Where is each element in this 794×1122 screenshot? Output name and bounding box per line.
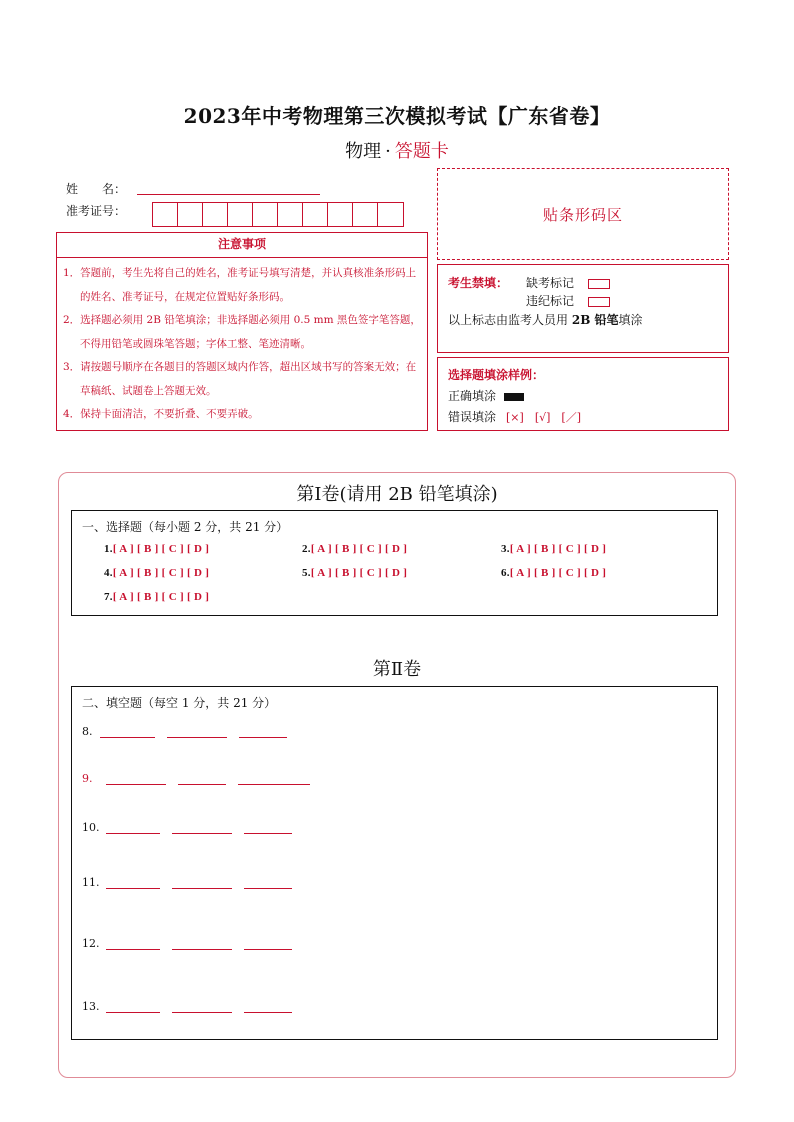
correct-label: 正确填涂	[448, 389, 497, 403]
answer-blank[interactable]	[167, 727, 227, 738]
id-digit-box[interactable]	[228, 203, 253, 226]
choice-section	[71, 510, 718, 616]
answer-blank[interactable]	[172, 878, 232, 889]
id-digit-box[interactable]	[353, 203, 378, 226]
id-digit-box[interactable]	[278, 203, 303, 226]
forbidden-box	[437, 264, 729, 353]
forbidden-label: 考生禁填：	[448, 276, 509, 290]
id-digit-box[interactable]	[303, 203, 328, 226]
subtitle-dot: ·	[385, 141, 391, 162]
barcode-area	[437, 168, 729, 260]
notice-item: 1．答题前，考生先将自己的姓名，准考证号填写清楚，并认真核准条形码上的姓名、准考证号，在规定位置贴好条形码。	[63, 267, 417, 303]
answer-blank[interactable]	[106, 774, 166, 785]
absent-checkbox[interactable]	[588, 279, 610, 289]
choice-question: 1.[ A ] [ B ] [ C ] [ D ]	[104, 543, 210, 555]
volume-1-title: 第Ⅰ卷(请用 2B 铅笔填涂)	[296, 484, 498, 505]
wrong-marks: [×] [√] [／]	[506, 411, 581, 424]
notice-box	[56, 257, 428, 431]
answer-blank[interactable]	[100, 727, 155, 738]
notice-title: 注意事项	[217, 237, 266, 251]
forbidden-note-prefix: 以上标志由监考人员用	[448, 313, 569, 327]
choice-options[interactable]: [ A ] [ B ] [ C ] [ D ]	[310, 543, 408, 555]
choice-question: 7.[ A ] [ B ] [ C ] [ D ]	[104, 591, 210, 603]
id-digit-box[interactable]	[178, 203, 203, 226]
answer-blank[interactable]	[106, 823, 160, 834]
fill-section	[71, 686, 718, 1040]
forbidden-note	[448, 311, 643, 328]
answer-blank[interactable]	[239, 727, 287, 738]
id-digit-box[interactable]	[203, 203, 228, 226]
fill-question: 11.	[82, 876, 304, 889]
id-digit-box[interactable]	[378, 203, 403, 226]
answer-blank[interactable]	[106, 939, 160, 950]
choice-options[interactable]: [ A ] [ B ] [ C ] [ D ]	[112, 591, 210, 603]
id-digit-box[interactable]	[328, 203, 353, 226]
violation-label: 违纪标记	[526, 294, 575, 308]
notice-header	[56, 232, 428, 258]
sample-title: 选择题填涂样例：	[448, 368, 545, 382]
answer-blank[interactable]	[106, 878, 160, 889]
violation-mark-row	[526, 292, 610, 309]
answer-blank[interactable]	[244, 1002, 292, 1013]
absent-mark-row	[526, 274, 610, 291]
forbidden-note-suffix: 填涂	[618, 313, 643, 327]
answer-card-label: 答题卡	[394, 141, 449, 162]
fill-question: 10.	[82, 821, 304, 834]
fill-question: 12.	[82, 937, 304, 950]
page-subtitle	[0, 137, 794, 163]
answer-blank[interactable]	[172, 823, 232, 834]
notice-item: 2．选择题必须用 2B 铅笔填涂；非选择题必须用 0.5 mm 黑色签字笔答题，不得用铅笔或圆珠笔答题；字体工整、笔迹清晰。	[63, 314, 421, 350]
choice-section-head: 一、选择题（每小题 2 分，共 21 分）	[82, 520, 289, 534]
name-field[interactable]	[137, 180, 320, 195]
barcode-label: 贴条形码区	[542, 205, 623, 224]
filled-mark-icon	[504, 393, 524, 401]
volume-2-title: 第Ⅱ卷	[372, 659, 422, 680]
correct-sample-row	[448, 387, 524, 404]
wrong-sample-row	[448, 408, 581, 425]
choice-options[interactable]: [ A ] [ B ] [ C ] [ D ]	[310, 567, 408, 579]
answer-blank[interactable]	[106, 1002, 160, 1013]
fill-question: 8.	[82, 725, 299, 738]
wrong-label: 错误填涂	[448, 410, 497, 424]
answer-blank[interactable]	[178, 774, 226, 785]
answer-blank[interactable]	[244, 939, 292, 950]
violation-checkbox[interactable]	[588, 297, 610, 307]
id-digit-box[interactable]	[253, 203, 278, 226]
choice-options[interactable]: [ A ] [ B ] [ C ] [ D ]	[509, 543, 607, 555]
choice-question: 6.[ A ] [ B ] [ C ] [ D ]	[501, 567, 607, 579]
answer-blank[interactable]	[244, 878, 292, 889]
sample-box	[437, 357, 729, 431]
id-digit-box[interactable]	[153, 203, 178, 226]
subject-label: 物理	[345, 141, 382, 162]
answer-blank[interactable]	[244, 823, 292, 834]
choice-question: 5.[ A ] [ B ] [ C ] [ D ]	[302, 567, 408, 579]
answer-blank[interactable]	[172, 939, 232, 950]
choice-options[interactable]: [ A ] [ B ] [ C ] [ D ]	[112, 567, 210, 579]
exam-id-boxes[interactable]	[152, 202, 404, 227]
fill-section-head: 二、填空题（每空 1 分，共 21 分）	[82, 696, 277, 710]
absent-label: 缺考标记	[526, 276, 575, 290]
name-label: 姓 名：	[66, 182, 127, 196]
choice-options[interactable]: [ A ] [ B ] [ C ] [ D ]	[509, 567, 607, 579]
fill-question: 13.	[82, 1000, 304, 1013]
page-title: 2023年中考物理第三次模拟考试【广东省卷】	[183, 104, 611, 128]
choice-options[interactable]: [ A ] [ B ] [ C ] [ D ]	[112, 543, 210, 555]
choice-question: 2.[ A ] [ B ] [ C ] [ D ]	[302, 543, 408, 555]
exam-id-label: 准考证号：	[66, 204, 127, 218]
notice-item: 4．保持卡面清洁，不要折叠、不要弄破。	[63, 408, 259, 420]
answer-blank[interactable]	[172, 1002, 232, 1013]
answer-blank[interactable]	[238, 774, 310, 785]
choice-question: 4.[ A ] [ B ] [ C ] [ D ]	[104, 567, 210, 579]
notice-list	[57, 258, 427, 427]
fill-question: 9.	[82, 772, 322, 785]
notice-item: 3．请按题号顺序在各题目的答题区域内作答，超出区域书写的答案无效；在草稿纸、试题卷上答题无效。	[63, 361, 417, 397]
choice-question: 3.[ A ] [ B ] [ C ] [ D ]	[501, 543, 607, 555]
forbidden-note-bold: 2B 铅笔	[571, 313, 619, 327]
